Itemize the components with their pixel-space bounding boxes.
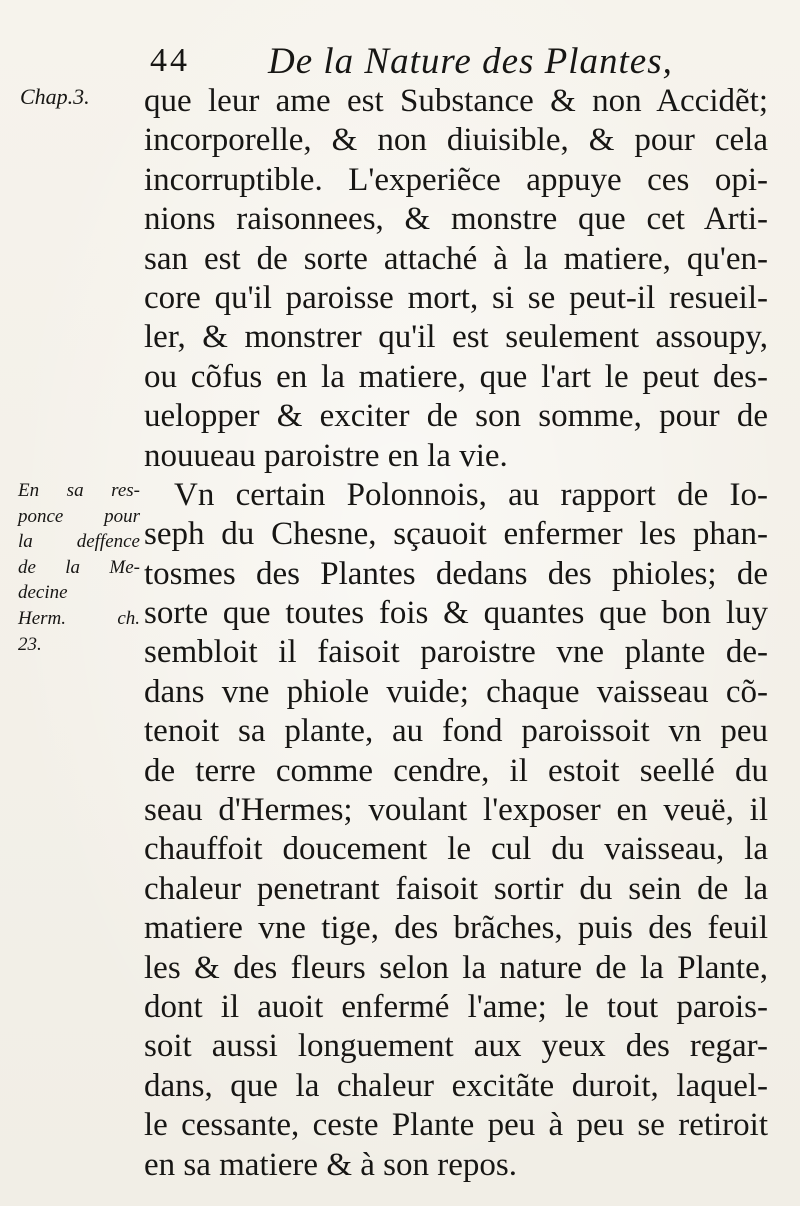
text-line: matiere vne tige, des brãches, puis des feuil <box>144 910 768 947</box>
text-line: tenoit sa plante, au fond paroissoit vn peu <box>144 713 768 750</box>
text-line: de terre comme cendre, il estoit seellé du <box>144 752 768 789</box>
margin-note <box>18 478 140 657</box>
text-line: sembloit il faisoit paroistre vne plante de- <box>144 634 768 671</box>
text-line: san est de sorte attaché à la matiere, qu'en- <box>144 240 768 277</box>
text-line: nouueau paroistre en la vie. <box>144 437 508 474</box>
margin-note-line: decine <box>18 582 68 604</box>
text-line: seau d'Hermes; voulant l'exposer en veuë, il <box>144 792 768 829</box>
text-line: uelopper & exciter de son somme, pour de <box>144 398 768 435</box>
page-number: 44 <box>150 42 190 79</box>
text-line: core qu'il paroisse mort, si se peut-il resueil- <box>144 279 768 316</box>
margin-note-line: 23. <box>18 633 42 655</box>
running-title: De la Nature des Plantes, <box>268 41 673 82</box>
text-line: seph du Chesne, sçauoit enfermer les phan- <box>144 516 768 553</box>
text-line: tosmes des Plantes dedans des phioles; de <box>144 555 768 592</box>
text-line: les & des fleurs selon la nature de la Plante, <box>144 949 768 986</box>
text-line: Vn certain Polonnois, au rapport de Io- <box>174 476 768 513</box>
text-line: dans, que la chaleur excitãte duroit, laquel- <box>144 1067 768 1104</box>
margin-chapter-ref: Chap.3. <box>20 84 90 109</box>
text-line: nions raisonnees, & monstre que cet Arti- <box>144 201 768 238</box>
text-line: en sa matiere & à son repos. <box>144 1146 517 1183</box>
body-text <box>144 82 768 1185</box>
text-line: incorruptible. L'experiẽce appuye ces opi- <box>144 161 768 198</box>
text-line: le cessante, ceste Plante peu à peu se retiroit <box>144 1107 768 1144</box>
text-line: chaleur penetrant faisoit sortir du sein de la <box>144 870 768 907</box>
text-line: dont il auoit enfermé l'ame; le tout parois- <box>144 988 768 1025</box>
text-line: chauffoit doucement le cul du vaisseau, la <box>144 831 768 868</box>
text-line: incorporelle, & non diuisible, & pour cela <box>144 122 768 159</box>
text-line: soit aussi longuement aux yeux des regar- <box>144 1028 768 1065</box>
text-line: que leur ame est Substance & non Accidẽt; <box>144 83 768 119</box>
text-line: ler, & monstrer qu'il est seulement assoupy, <box>144 319 768 356</box>
margin-note-line: Herm. ch. <box>18 607 140 629</box>
margin-note-line: la deffence <box>18 531 140 553</box>
text-line: dans vne phiole vuide; chaque vaisseau cõ- <box>144 673 768 710</box>
margin-note-line: En sa res- <box>18 480 140 501</box>
margin-note-line: ponce pour <box>18 505 140 527</box>
margin-note-line: de la Me- <box>18 556 140 578</box>
text-line: sorte que toutes fois & quantes que bon luy <box>144 595 768 632</box>
text-line: ou cõfus en la matiere, que l'art le peut des- <box>144 358 768 395</box>
